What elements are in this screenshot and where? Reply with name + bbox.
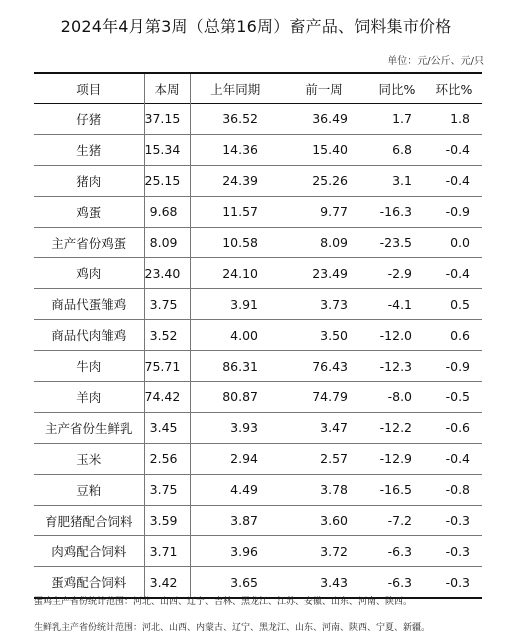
footnote-milk-provinces: 生鲜乳主产省份统计范围：河北、山西、内蒙古、辽宁、黑龙江、山东、河南、陕西、宁夏、新疆。 xyxy=(34,623,431,633)
cell-prev-week: 2.57 xyxy=(320,451,348,467)
cell-mom: -0.4 xyxy=(445,265,470,281)
cell-last-year: 4.00 xyxy=(230,327,258,343)
cell-this-week: 74.42 xyxy=(144,382,190,413)
cell-last-year: 36.52 xyxy=(222,111,258,127)
cell-yoy: 3.1 xyxy=(392,173,412,189)
cell-this-week: 3.52 xyxy=(144,320,190,351)
cell-mom: -0.5 xyxy=(445,389,470,405)
cell-this-week: 3.59 xyxy=(144,505,190,536)
cell-item: 主产省份鸡蛋 xyxy=(34,227,144,258)
cell-mom: 1.8 xyxy=(450,111,470,127)
cell-this-week: 75.71 xyxy=(144,351,190,382)
cell-mom: -0.4 xyxy=(445,142,470,158)
price-table xyxy=(34,72,482,599)
cell-prev-week: 25.26 xyxy=(312,173,348,189)
footnote-egg-provinces: 蛋鸡主产省份统计范围：河北、山西、辽宁、吉林、黑龙江、江苏、安徽、山东、河南、陕西。 xyxy=(34,597,413,607)
table-row xyxy=(34,258,482,289)
cell-mom: -0.4 xyxy=(445,173,470,189)
cell-item: 仔猪 xyxy=(34,104,144,135)
table-row xyxy=(34,536,482,567)
cell-prev-week: 3.60 xyxy=(320,513,348,529)
cell-yoy: -12.3 xyxy=(379,358,412,374)
cell-yoy: -12.0 xyxy=(379,327,412,343)
cell-prev-week: 3.43 xyxy=(320,574,348,590)
cell-item: 商品代蛋雏鸡 xyxy=(34,289,144,320)
cell-this-week: 3.75 xyxy=(144,289,190,320)
cell-mom: -0.9 xyxy=(445,358,470,374)
cell-last-year: 24.10 xyxy=(222,265,258,281)
cell-prev-week: 3.50 xyxy=(320,327,348,343)
table-row xyxy=(34,227,482,258)
cell-item: 育肥猪配合饲料 xyxy=(34,505,144,536)
cell-last-year: 3.91 xyxy=(230,296,258,312)
cell-this-week: 3.42 xyxy=(144,567,190,598)
table-row xyxy=(34,320,482,351)
cell-item: 羊肉 xyxy=(34,382,144,413)
header-yoy: 同比% xyxy=(378,81,416,97)
cell-item: 鸡蛋 xyxy=(34,196,144,227)
page-title: 2024年4月第3周（总第16周）畜产品、饲料集市价格 xyxy=(60,17,452,36)
table-row xyxy=(34,165,482,196)
footnotes xyxy=(34,595,494,635)
header-mom: 环比% xyxy=(435,81,473,97)
cell-prev-week: 8.09 xyxy=(320,235,348,250)
cell-last-year: 14.36 xyxy=(222,142,258,158)
cell-yoy: 6.8 xyxy=(392,142,412,158)
cell-last-year: 3.65 xyxy=(230,574,258,590)
table-row xyxy=(34,443,482,474)
table-body xyxy=(34,104,482,599)
cell-mom: 0.0 xyxy=(450,235,470,250)
header-item: 项目 xyxy=(34,73,144,104)
cell-yoy: 1.7 xyxy=(392,111,412,127)
header-prev-week: 前一周 xyxy=(305,81,343,97)
cell-yoy: -4.1 xyxy=(387,296,412,312)
cell-last-year: 86.31 xyxy=(222,358,258,374)
cell-this-week: 25.15 xyxy=(144,165,190,196)
cell-last-year: 3.87 xyxy=(230,513,258,529)
cell-yoy: -23.5 xyxy=(379,235,412,250)
cell-yoy: -6.3 xyxy=(387,574,412,590)
cell-this-week: 3.71 xyxy=(144,536,190,567)
cell-mom: -0.8 xyxy=(445,482,470,498)
unit-label: 单位：元/公斤、元/只 xyxy=(387,56,484,67)
cell-last-year: 4.49 xyxy=(230,482,258,498)
table-row xyxy=(34,505,482,536)
cell-yoy: -7.2 xyxy=(387,513,412,529)
cell-item: 鸡肉 xyxy=(34,258,144,289)
cell-mom: 0.5 xyxy=(450,296,470,312)
cell-yoy: -16.5 xyxy=(379,482,412,498)
header-last-year: 上年同期 xyxy=(210,81,261,97)
cell-item: 商品代肉雏鸡 xyxy=(34,320,144,351)
cell-prev-week: 36.49 xyxy=(312,111,348,127)
cell-yoy: -12.2 xyxy=(379,420,412,436)
cell-prev-week: 3.78 xyxy=(320,482,348,498)
cell-prev-week: 9.77 xyxy=(320,204,348,220)
cell-item: 牛肉 xyxy=(34,351,144,382)
cell-item: 蛋鸡配合饲料 xyxy=(34,567,144,598)
cell-item: 生猪 xyxy=(34,134,144,165)
cell-this-week: 23.40 xyxy=(144,258,190,289)
cell-mom: 0.6 xyxy=(450,327,470,343)
cell-item: 猪肉 xyxy=(34,165,144,196)
table-row xyxy=(34,567,482,598)
cell-mom: -0.4 xyxy=(445,451,470,467)
table-header-row xyxy=(34,73,482,104)
cell-this-week: 3.45 xyxy=(144,412,190,443)
cell-yoy: -16.3 xyxy=(379,204,412,220)
cell-mom: -0.9 xyxy=(445,204,470,220)
cell-item: 豆粕 xyxy=(34,474,144,505)
cell-prev-week: 3.73 xyxy=(320,296,348,312)
cell-this-week: 3.75 xyxy=(144,474,190,505)
cell-mom: -0.3 xyxy=(445,574,470,590)
cell-yoy: -8.0 xyxy=(387,389,412,405)
cell-prev-week: 3.47 xyxy=(320,420,348,436)
table-row xyxy=(34,351,482,382)
cell-yoy: -12.9 xyxy=(379,451,412,467)
cell-last-year: 10.58 xyxy=(222,235,258,250)
cell-this-week: 8.09 xyxy=(144,227,190,258)
cell-prev-week: 23.49 xyxy=(312,265,348,281)
cell-mom: -0.3 xyxy=(445,543,470,559)
cell-this-week: 9.68 xyxy=(144,196,190,227)
cell-yoy: -6.3 xyxy=(387,543,412,559)
cell-this-week: 37.15 xyxy=(144,104,190,135)
table-row xyxy=(34,196,482,227)
cell-yoy: -2.9 xyxy=(387,265,412,281)
table-row xyxy=(34,289,482,320)
header-this-week: 本周 xyxy=(144,73,190,104)
cell-prev-week: 15.40 xyxy=(312,142,348,158)
cell-item: 主产省份生鲜乳 xyxy=(34,412,144,443)
cell-prev-week: 74.79 xyxy=(312,389,348,405)
cell-last-year: 3.96 xyxy=(230,543,258,559)
table-row xyxy=(34,412,482,443)
cell-last-year: 80.87 xyxy=(222,389,258,405)
cell-this-week: 2.56 xyxy=(144,443,190,474)
cell-mom: -0.3 xyxy=(445,513,470,529)
cell-last-year: 24.39 xyxy=(222,173,258,189)
cell-mom: -0.6 xyxy=(445,420,470,436)
table-row xyxy=(34,382,482,413)
cell-prev-week: 3.72 xyxy=(320,543,348,559)
cell-item: 玉米 xyxy=(34,443,144,474)
table-row xyxy=(34,104,482,135)
cell-item: 肉鸡配合饲料 xyxy=(34,536,144,567)
cell-last-year: 3.93 xyxy=(230,420,258,436)
table-row xyxy=(34,474,482,505)
cell-last-year: 2.94 xyxy=(230,451,258,467)
cell-prev-week: 76.43 xyxy=(312,358,348,374)
cell-this-week: 15.34 xyxy=(144,134,190,165)
table-row xyxy=(34,134,482,165)
cell-last-year: 11.57 xyxy=(222,204,258,220)
